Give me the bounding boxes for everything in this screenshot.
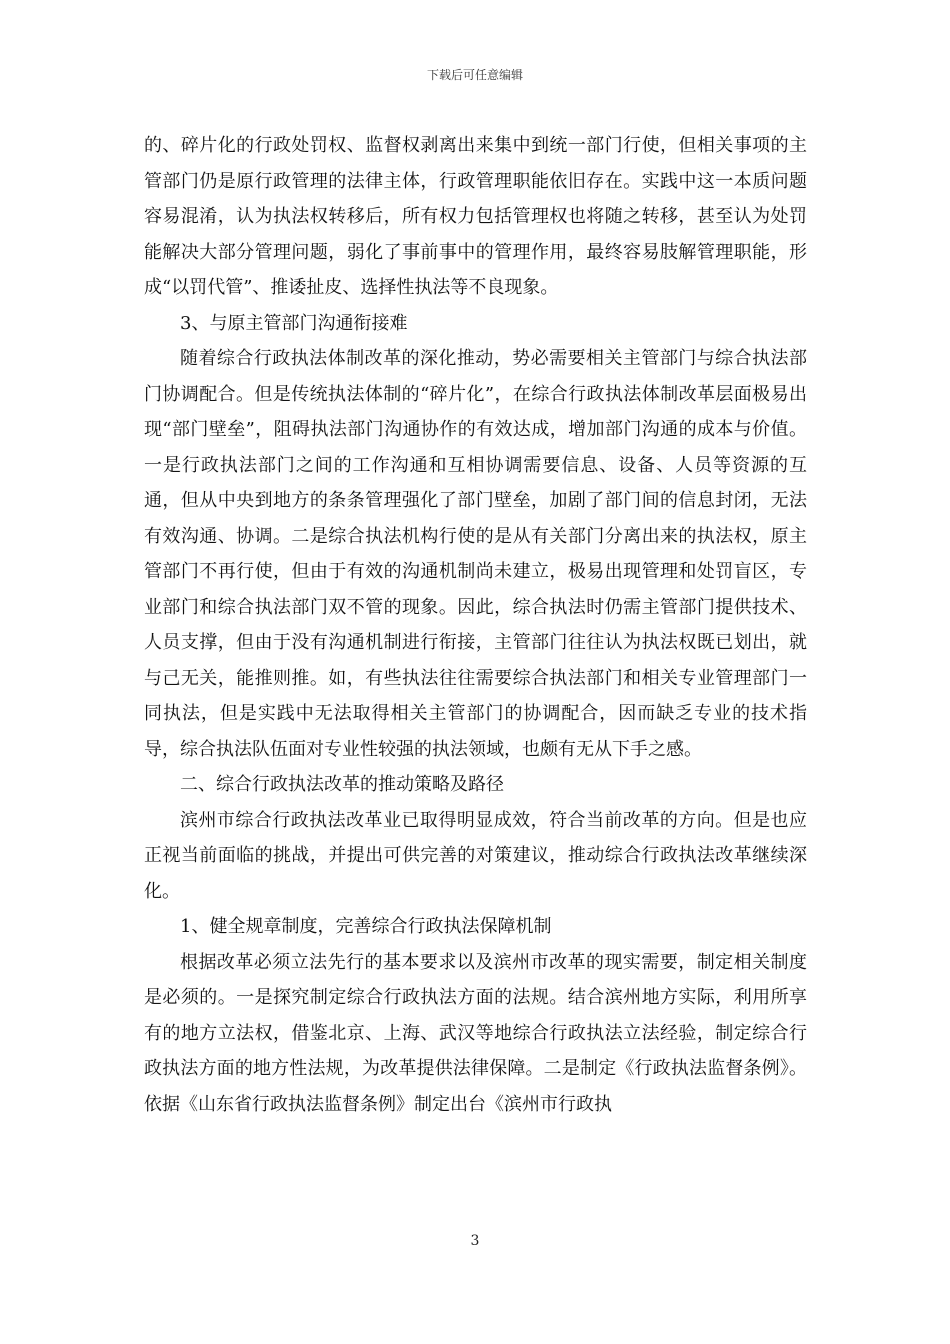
page-header: 下载后可任意编辑 [426, 68, 523, 82]
paragraph-continued: 的、碎片化的行政处罚权、监督权剥离出来集中到统一部门行使，但相关事项的主管部门仍是原行政管理的法律主体，行政管理职能依旧存在。实践中这一本质问题容易混淆，认为执法权转移后，所有权力包括管理权也将随之转移，甚至认为处罚能解决大部分管理问题，弱化了事前事中的管理作用，最终容易肢解管理职能，形成“以罚代管”、推诿扯皮、选择性执法等不良现象。 [144, 135, 807, 298]
document-body [144, 128, 807, 1122]
section-heading: 二、综合行政执法改革的推动策略及路径 [180, 774, 504, 795]
paragraph: 根据改革必须立法先行的基本要求以及滨州市改革的现实需要，制定相关制度是必须的。一是探究制定综合行政执法方面的法规。结合滨州地方实际，利用所享有的地方立法权，借鉴北京、上海、武汉等地综合行政执法立法经验，制定综合行政执法方面的地方性法规，为改革提供法律保障。二是制定《行政执法监督条例》。依据《山东省行政执法监督条例》制定出台《滨州市行政执 [144, 951, 807, 1115]
paragraph: 随着综合行政执法体制改革的深化推动，势必需要相关主管部门与综合执法部门协调配合。但是传统执法体制的“碎片化”，在综合行政执法体制改革层面极易出现“部门壁垒”，阻碍执法部门沟通协作的有效达成，增加部门沟通的成本与价值。一是行政执法部门之间的工作沟通和互相协调需要信息、设备、人员等资源的互通，但从中央到地方的条条管理强化了部门壁垒，加剧了部门间的信息封闭，无法有效沟通、协调。二是综合执法机构行使的是从有关部门分离出来的执法权，原主管部门不再行使，但由于有效的沟通机制尚未建立，极易出现管理和处罚盲区，专业部门和综合执法部门双不管的现象。因此，综合执法时仍需主管部门提供技术、人员支撑，但由于没有沟通机制进行衔接，主管部门往往认为执法权既已划出，就与己无关，能推则推。如，有些执法往往需要综合执法部门和相关专业管理部门一同执法，但是实践中无法取得相关主管部门的协调配合，因而缺乏专业的技术指导，综合执法队伍面对专业性较强的执法领域，也颇有无从下手之感。 [144, 348, 807, 760]
page-number: 3 [470, 1233, 480, 1249]
section-heading: 3、与原主管部门沟通衔接难 [180, 312, 408, 334]
paragraph: 滨州市综合行政执法改革业已取得明显成效，符合当前改革的方向。但是也应正视当前面临的挑战，并提出可供完善的对策建议，推动综合行政执法改革继续深化。 [144, 809, 807, 902]
section-heading: 1、健全规章制度，完善综合行政执法保障机制 [180, 916, 552, 937]
